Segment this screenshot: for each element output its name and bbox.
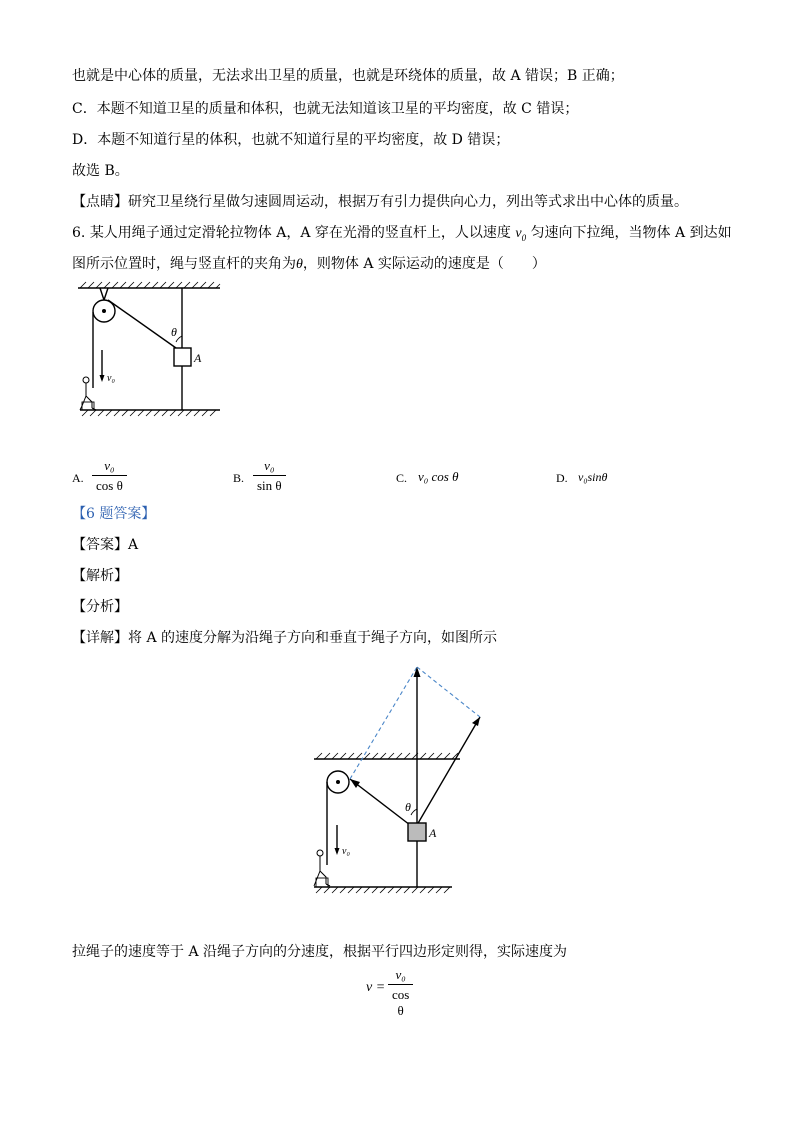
theta-symbol: θ [296, 257, 303, 272]
conclusion-text: 拉绳子的速度等于 A 沿绳子方向的分速度，根据平行四边形定则得，实际速度为 [72, 944, 568, 960]
question-number: 6. [72, 225, 86, 241]
svg-text:A: A [429, 826, 437, 840]
pulley-figure [70, 278, 230, 428]
text-line-3: D．本题不知道行星的体积，也就不知道行星的平均密度，故 D 错误； [72, 132, 510, 148]
detail-text: 将 A 的速度分解为沿绳子方向和垂直于绳子方向，如图所示 [128, 630, 498, 646]
question-text-c: 图所示位置时，绳与竖直杆的夹角为 [72, 256, 296, 272]
floor-hatch [82, 410, 216, 416]
rope-to-a [108, 300, 176, 348]
block-a [174, 348, 191, 366]
decomposition-figure [300, 655, 500, 895]
question-text-d: ，则物体 A 实际运动的速度是（ ） [302, 256, 546, 272]
option-c-value[interactable]: v₀ cos θ [418, 469, 459, 484]
answer-section-title: 【6 题答案】 [72, 506, 156, 522]
dianjing-text: 研究卫星绕行星做匀速圆周运动，根据万有引力提供向心力，列出等式求出中心体的质量。 [128, 194, 688, 210]
question-text-a: 某人用绳子通过定滑轮拉物体 A，A 穿在光滑的竖直杆上，人以速度 [89, 225, 511, 241]
option-a-fraction[interactable]: v₀ cos θ [92, 458, 127, 494]
dianjing-tag: 【点睛】 [72, 194, 128, 210]
fenxi-tag: 【分析】 [72, 599, 128, 615]
detail-line [72, 628, 497, 648]
theta-label: θ [171, 325, 177, 339]
analysis-tag: 【解析】 [72, 568, 128, 584]
option-a-label: A. [72, 471, 84, 485]
svg-text:θ: θ [405, 800, 411, 814]
detail-tag: 【详解】 [72, 630, 128, 646]
ceiling-hatch [80, 282, 220, 288]
answer-value: A [128, 537, 139, 553]
answer-line [72, 535, 138, 555]
option-d-label: D. [556, 471, 568, 485]
text-line-5 [72, 192, 688, 212]
option-d-value[interactable]: v₀sinθ [578, 470, 608, 484]
question-text-b: 匀速向下拉绳，当物体 A 到达如 [530, 225, 732, 241]
formula-lhs: v = [366, 980, 386, 995]
label-a: A [194, 351, 202, 365]
svg-text:v₀: v₀ [342, 846, 350, 857]
option-c-label: C. [396, 471, 408, 485]
formula-fraction: v₀ cos θ [388, 967, 413, 1019]
v0-symbol: $v_0$ [515, 226, 527, 243]
v0-label: v₀ [107, 373, 115, 384]
question-line-1 [72, 223, 732, 248]
text-line-4: 故选 B。 [72, 163, 129, 179]
text-line-1: 也就是中心体的质量，无法求出卫星的质量，也就是环绕体的质量，故 A 错误；B 正确； [72, 68, 624, 84]
text-line-2: C．本题不知道卫星的质量和体积，也就无法知道该卫星的平均密度，故 C 错误； [72, 101, 579, 117]
question-line-2 [72, 254, 546, 275]
option-b-fraction[interactable]: v₀ sin θ [253, 458, 286, 494]
answer-tag: 【答案】 [72, 537, 128, 553]
option-b-label: B. [233, 471, 245, 485]
